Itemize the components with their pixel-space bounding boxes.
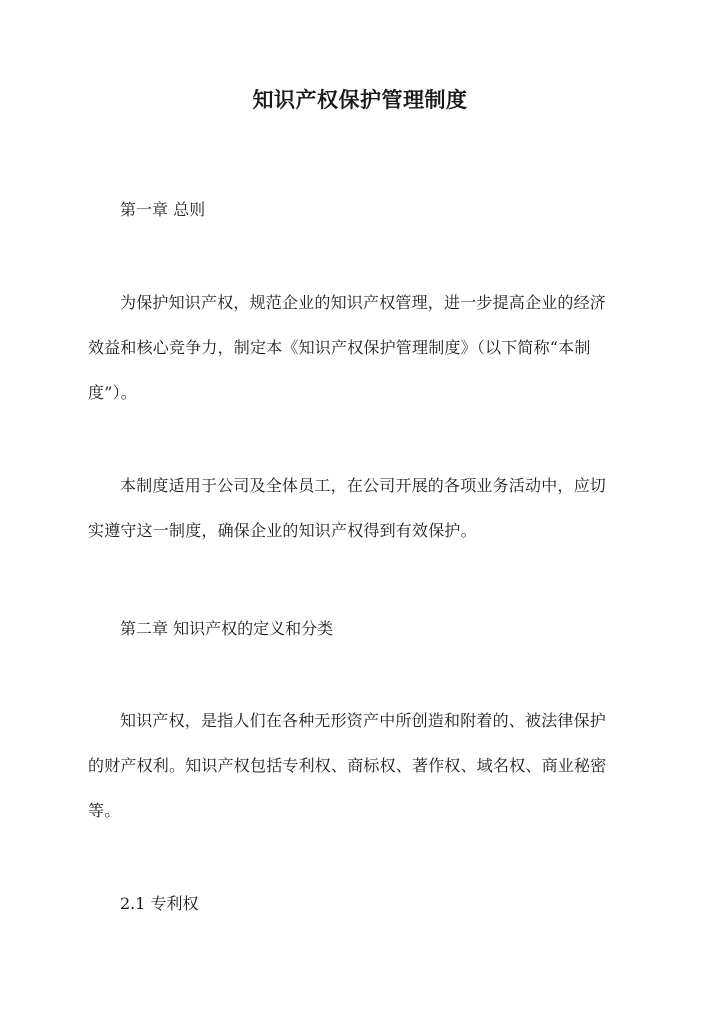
paragraph-line: 本制度适用于公司及全体员工，在公司开展的各项业务活动中，应切: [120, 476, 607, 495]
paragraph-line: 等。: [88, 801, 121, 820]
chapter-1-heading: 第一章 总则: [120, 200, 206, 219]
paragraph-line: 实遵守这一制度，确保企业的知识产权得到有效保护。: [88, 521, 477, 540]
document-title: 知识产权保护管理制度: [252, 87, 468, 112]
chapter-1-paragraph-2: [88, 463, 634, 553]
chapter-2-paragraph-1: [88, 698, 634, 833]
paragraph-line: 效益和核心竞争力，制定本《知识产权保护管理制度》（以下简称“本制: [88, 338, 591, 357]
paragraph-line: 知识产权，是指人们在各种无形资产中所创造和附着的、被法律保护: [120, 711, 607, 730]
paragraph-line: 的财产权利。知识产权包括专利权、商标权、著作权、域名权、商业秘密: [88, 756, 607, 775]
paragraph-line: 度”）。: [88, 383, 137, 402]
chapter-1-paragraph-1: [88, 280, 634, 415]
section-2-1-heading: 2.1 专利权: [120, 894, 199, 913]
paragraph-line: 为保护知识产权，规范企业的知识产权管理，进一步提高企业的经济: [120, 293, 607, 312]
chapter-2-heading: 第二章 知识产权的定义和分类: [120, 619, 334, 638]
